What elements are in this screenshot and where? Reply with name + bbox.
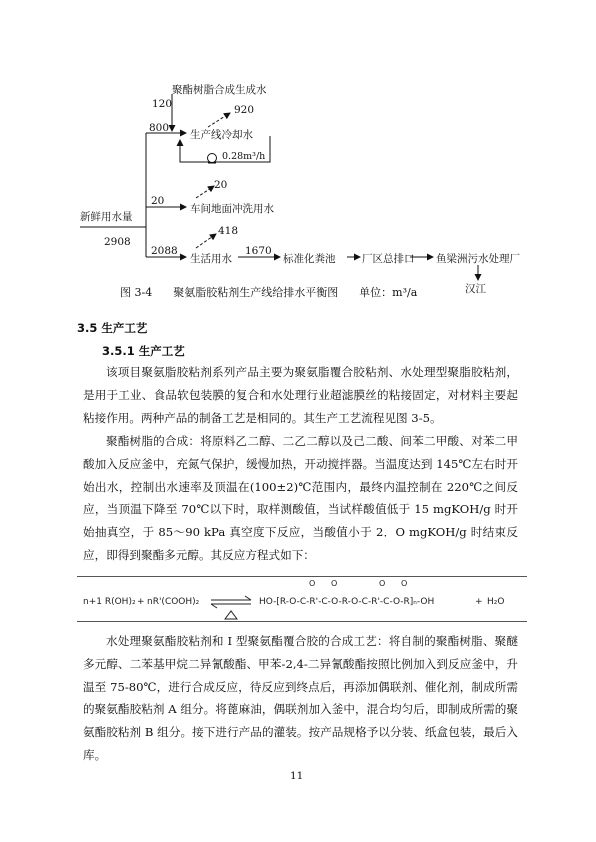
value-1670: 1670 [245,245,272,257]
value-920: 920 [234,104,255,116]
water-product: H₂O [487,597,505,607]
figure-caption: 图 3-4 聚氨脂胶粘剂生产线给排水平衡图 单位：m³/a [120,286,418,299]
label-floor-wash: 车间地面冲洗用水 [190,203,274,215]
plus-sign-2: + [475,597,483,607]
carbonyl-o-1: O [309,579,316,588]
label-wwtp: 鱼梁洲污水处理厂 [436,253,520,265]
value-2088: 2088 [151,245,178,257]
label-septic: 标准化粪池 [283,253,336,265]
paragraph-intro: 该项目聚氨脂胶粘剂系列产品主要为聚氨脂覆合胶粘剂、水处理型聚脂胶粘剂，是用于工业、食品软包装膜的复合和水处理行业超滤膜丝的粘接固定，对材料主要起粘接作用。两种产品的制备工艺是相同的。其生产工艺流程见图 3-5。 [83,365,518,425]
value-800: 800 [149,122,170,134]
value-20-floor: 20 [151,195,165,207]
loss-arrow-cooling [208,113,230,127]
product-chain: HO-[R-O-C-R'-C-O-R-O-C-R'-C-O-R]ₙ-OH [259,597,435,607]
reaction-equation [77,576,527,622]
value-120: 120 [152,98,173,110]
value-2908: 2908 [104,236,131,248]
page-number: 11 [290,770,304,782]
label-river: 汉江 [465,283,486,295]
subsection-heading: 3.5.1 生产工艺 [102,344,185,358]
paragraph-polyurethane-synthesis: 水处理聚氨酯胶粘剂和 I 型聚氨酯覆合胶的合成工艺：将自制的聚酯树脂、聚醚多元醇、二苯基甲烷二异氰酸酯、甲苯-2,4-二异氰酸酯按照比例加入到反应釜中，升温至 75-80℃，进行合成反应，待反应到终点后，再添加偶联剂、催化剂，制成所需的聚氨酯胶粘剂 A 组分。将蓖麻油，偶联剂加入釜中，混合均匀后，即制成所需的聚氨酯胶粘剂 B 组分。接下进行产品的灌装。按产品规格予以分装、纸盒包装，最后入库。 [83,634,518,762]
value-20-loss: 20 [214,179,228,191]
equilibrium-arrow-icon [207,583,257,623]
label-resin-water: 聚酯树脂合成生成水 [172,84,267,96]
label-cooling: 生产线冷却水 [190,129,253,141]
pump-icon [208,154,217,164]
reactant-1: n+1 R(OH)₂ [83,597,136,607]
section-heading: 3.5 生产工艺 [77,321,148,335]
label-pump-rate: 0.28m³/h [222,151,266,162]
label-fresh-water: 新鲜用水量 [80,211,133,223]
paragraph-resin-synthesis: 聚酯树脂的合成：将原料乙二醇、二乙二醇以及己二酸、间苯二甲酸、对苯二甲酸加入反应釜中，充氮气保护，缓慢加热，开动搅拌器。当温度达到 145℃左右时开始出水，控制出水速率及顶温在(100±2)℃范围内，最终内温控制在 220℃之间反应，当顶温下降至 70℃以下时，取样测酸值，当试样酸值低于 15 mgKOH/g 时开始抽真空，于 85～90 kPa 真空度下反应，当酸值小于 2．O mgKOH/g 时结束反应，即得到聚酯多元醇。其反应方程式如下： [83,434,518,562]
plus-sign-1: + [137,597,145,607]
reactant-2: nR'(COOH)₂ [147,597,200,607]
label-domestic: 生活用水 [190,253,232,265]
carbonyl-o-2: O [331,579,338,588]
loss-arrow-domestic [196,234,216,248]
value-418: 418 [218,225,239,237]
carbonyl-o-4: O [401,579,408,588]
label-outlet: 厂区总排口 [362,253,415,265]
carbonyl-o-3: O [379,579,386,588]
loss-arrow-floor [196,186,214,198]
